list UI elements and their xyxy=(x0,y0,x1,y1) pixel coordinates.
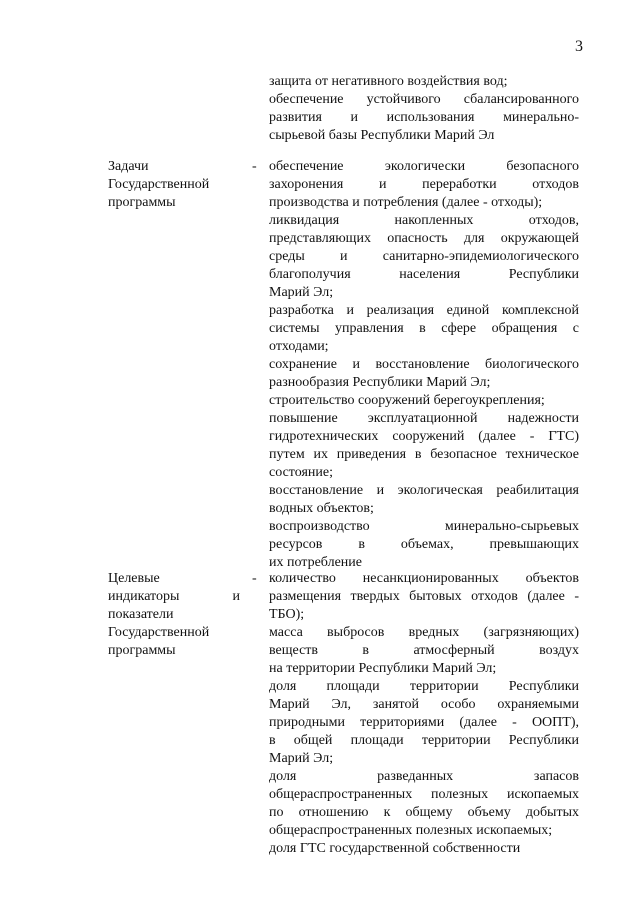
label-line: программы xyxy=(108,195,176,210)
text-line: веществ в атмосферный воздух xyxy=(269,643,579,658)
text-line: захоронения и переработки отходов xyxy=(269,177,579,192)
text-line: доля площади территории Республики xyxy=(269,679,579,694)
text-line: водных объектов; xyxy=(269,501,374,516)
label-line: программы xyxy=(108,643,176,658)
label-line: Государственной xyxy=(108,625,210,640)
text-line: системы управления в сфере обращения с xyxy=(269,321,579,336)
text-line: природными территориями (далее - ООПТ), xyxy=(269,715,579,730)
section-dash: - xyxy=(252,571,257,586)
text-line: разнообразия Республики Марий Эл; xyxy=(269,375,491,390)
text-line: общераспространенных полезных ископаемых xyxy=(269,787,579,802)
text-line: обеспечение экологически безопасного xyxy=(269,159,579,174)
paragraph xyxy=(269,302,579,356)
text-line: доля ГТС государственной собственности xyxy=(269,841,521,856)
section-label-tasks xyxy=(108,158,246,212)
text-line: восстановление и экологическая реабилитация xyxy=(269,483,579,498)
paragraph xyxy=(269,840,579,858)
text-line: благополучия населения Республики xyxy=(269,267,579,282)
label-line: Государственной xyxy=(108,177,210,192)
label-line: Целевые xyxy=(108,571,160,586)
section-content-tasks xyxy=(269,158,579,572)
section-label-indicators xyxy=(108,570,246,660)
text-line: воспроизводство минерально-сырьевых xyxy=(269,519,579,534)
continuation-line: сырьевой базы Республики Марий Эл xyxy=(269,128,495,143)
text-line: состояние; xyxy=(269,465,333,480)
text-line: путем их приведения в безопасное техническое xyxy=(269,447,579,462)
paragraph xyxy=(269,158,579,212)
paragraph xyxy=(269,212,579,302)
text-line: Марий Эл, занятой особо охраняемыми xyxy=(269,697,579,712)
paragraph xyxy=(269,482,579,518)
text-line: Марий Эл; xyxy=(269,285,334,300)
continuation-block xyxy=(269,73,579,145)
label-line: индикаторы и xyxy=(108,589,240,604)
text-line: среды и санитарно-эпидемиологического xyxy=(269,249,579,264)
paragraph xyxy=(269,356,579,392)
text-line: их потребление xyxy=(269,555,362,570)
paragraph xyxy=(269,570,579,624)
text-line: по отношению к общему объему добытых xyxy=(269,805,579,820)
text-line: производства и потребления (далее - отходы); xyxy=(269,195,543,210)
text-line: доля разведанных запасов xyxy=(269,769,579,784)
text-line: представляющих опасность для окружающей xyxy=(269,231,579,246)
text-line: количество несанкционированных объектов xyxy=(269,571,579,586)
label-line: Задачи xyxy=(108,159,149,174)
section-content-indicators xyxy=(269,570,579,858)
paragraph xyxy=(269,392,579,410)
text-line: ликвидация накопленных отходов, xyxy=(269,213,579,228)
label-line: показатели xyxy=(108,607,174,622)
text-line: размещения твердых бытовых отходов (далее - xyxy=(269,589,579,604)
text-line: сохранение и восстановление биологического xyxy=(269,357,579,372)
paragraph xyxy=(269,624,579,678)
text-line: на территории Республики Марий Эл; xyxy=(269,661,497,676)
section-dash: - xyxy=(252,159,257,174)
text-line: общераспространенных полезных ископаемых; xyxy=(269,823,553,838)
continuation-line: обеспечение устойчивого сбалансированного xyxy=(269,92,579,107)
text-line: отходами; xyxy=(269,339,329,354)
text-line: в общей площади территории Республики xyxy=(269,733,579,748)
text-line: Марий Эл; xyxy=(269,751,334,766)
continuation-line: развития и использования минерально- xyxy=(269,110,579,125)
page-number: 3 xyxy=(575,38,583,55)
paragraph xyxy=(269,518,579,572)
text-line: ресурсов в объемах, превышающих xyxy=(269,537,579,552)
continuation-line: защита от негативного воздействия вод; xyxy=(269,74,508,89)
paragraph xyxy=(269,678,579,768)
text-line: строительство сооружений берегоукрепления; xyxy=(269,393,545,408)
text-line: ТБО); xyxy=(269,607,305,622)
paragraph xyxy=(269,768,579,840)
continuation-paragraph xyxy=(269,73,579,145)
text-line: повышение эксплуатационной надежности xyxy=(269,411,579,426)
paragraph xyxy=(269,410,579,482)
text-line: разработка и реализация единой комплексной xyxy=(269,303,579,318)
text-line: гидротехнических сооружений (далее - ГТС) xyxy=(269,429,579,444)
text-line: масса выбросов вредных (загрязняющих) xyxy=(269,625,579,640)
